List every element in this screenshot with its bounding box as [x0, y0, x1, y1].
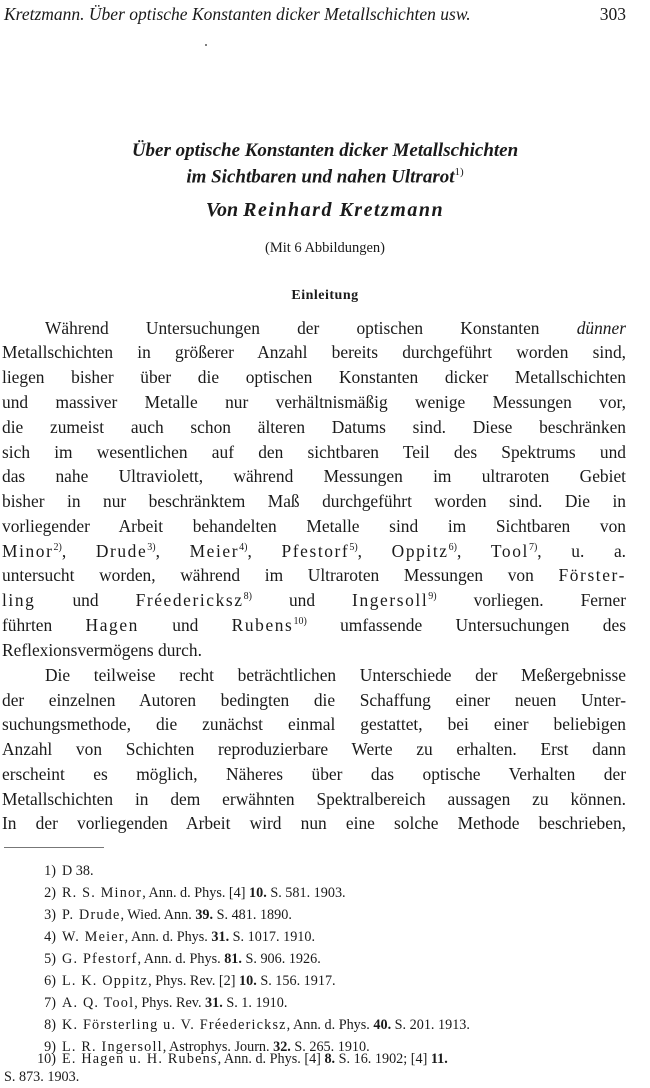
author-ref: Förster- [558, 565, 626, 585]
page-number: 303 [599, 4, 626, 24]
body-line: ling und Fréedericksz$^{8)}$ und Ingersoll$^{9)}$ vorliegen. Ferner [2, 590, 626, 610]
footnote-author: K. Försterling u. V. Fréedericksz [62, 1017, 287, 1033]
footnote-ref: 8) [243, 591, 252, 603]
author-ref: Rubens [231, 615, 294, 635]
footnote-number: 2) [44, 885, 56, 901]
footnote-continuation: S. 873. 1903. [4, 1069, 80, 1085]
body-line: die zumeist auch schon älteren Datums sind. Diese beschränken [2, 417, 626, 437]
body-line: erscheint es möglich, Näheres über das optische Verhalten der [2, 764, 626, 784]
footnote: 9) L. R. Ingersoll, Astrophys. Journ. 32. S. 265. 1910. [4, 1036, 634, 1058]
author-ref: Minor [2, 541, 54, 561]
footnote: 1) D 38. [4, 860, 634, 882]
footnote-ref: 4) [239, 542, 248, 554]
body-line: Metallschichten in dem erwähnten Spektralbereich aussagen zu können. [2, 789, 626, 809]
body-line: Reflexionsvermögens durch. [2, 640, 202, 660]
footnote-number: 5) [44, 951, 56, 967]
footnote: 7) A. Q. Tool, Phys. Rev. 31. S. 1. 1910. [4, 992, 634, 1014]
footnote-rule [4, 847, 104, 848]
body-line: der einzelnen Autoren bedingten die Schaffung einer neuen Unter- [2, 690, 626, 710]
footnote-number: 7) [44, 995, 56, 1011]
footnote: 8) K. Försterling u. V. Fréedericksz, Ann. d. Phys. 40. S. 201. 1913. [4, 1014, 634, 1036]
footnote: 4) W. Meier, Ann. d. Phys. 31. S. 1017. 1910. [4, 926, 634, 948]
footnote-author: L. R. Ingersoll [62, 1039, 163, 1055]
footnote-ref: 5) [349, 542, 358, 554]
author-name: Reinhard Kretzmann [243, 199, 445, 221]
footnote-ref: 6) [448, 542, 457, 554]
footnote-ref: 10) [293, 616, 307, 628]
footnote-author: A. Q. Tool [62, 995, 135, 1011]
body-line: Metallschichten in größerer Anzahl bereits durchgeführt worden sind, [2, 342, 626, 362]
article-title-line-1: Über optische Konstanten dicker Metallschichten [131, 140, 519, 161]
body-line: In der vorliegenden Arbeit wird nun eine solche Methode beschrieben, [2, 813, 626, 833]
author-ref: Oppitz [391, 541, 449, 561]
emphasis: dünner [576, 318, 626, 338]
byline [0, 199, 650, 222]
footnote-author: L. K. Oppitz [62, 973, 149, 989]
author-ref: Fréedericksz [135, 590, 244, 610]
body-line: Während Untersuchungen der optischen Konstanten dünner [45, 318, 626, 338]
print-speck [205, 44, 207, 46]
footnote-number: 9) [44, 1039, 56, 1055]
byline-prefix: Von [205, 199, 239, 221]
footnote-author: W. Meier [62, 929, 125, 945]
body-line: sich im wesentlichen auf den sichtbaren Teil des Spektrums und [2, 442, 626, 462]
running-title: Kretzmann. Über optische Konstanten dicker Metallschichten usw. [4, 4, 471, 24]
body-line: Die teilweise recht beträchtlichen Unterschiede der Meßergebnisse [45, 665, 626, 685]
footnote-ref: 2) [53, 542, 62, 554]
footnote-number: 8) [44, 1017, 56, 1033]
footnote-author: R. S. Minor [62, 885, 143, 901]
footnote: 6) L. K. Oppitz, Phys. Rev. [2] 10. S. 156. 1917. [4, 970, 634, 992]
article-title-line-2: im Sichtbaren und nahen Ultrarot$^{1)}$ [186, 166, 464, 188]
figure-count-note: (Mit 6 Abbildungen) [264, 240, 386, 256]
footnote-number: 4) [44, 929, 56, 945]
title-footnote-mark: 1) [454, 166, 464, 178]
body-line: Minor$^{2)}$, Drude$^{3)}$, Meier$^{4)}$, Pfestorf$^{5)}$, Oppitz$^{6)}$, Tool$^{7)}$, u. a. [2, 541, 626, 561]
footnote-number: 3) [44, 907, 56, 923]
body-line: vorliegender Arbeit behandelten Metalle sind im Sichtbaren von [2, 516, 626, 536]
running-header [4, 4, 626, 25]
footnote-author: E. Hagen u. H. Rubens [62, 1051, 218, 1067]
body-line: das nahe Ultraviolett, während Messungen im ultraroten Gebiet [2, 466, 626, 486]
author-ref: Drude [95, 541, 148, 561]
body-line: untersucht worden, während im Ultraroten Messungen von Förster- [2, 565, 626, 585]
footnote-author: G. Pfestorf [62, 951, 138, 967]
footnote-number: 6) [44, 973, 56, 989]
body-line: liegen bisher über die optischen Konstanten dicker Metallschichten [2, 367, 626, 387]
author-ref: Hagen [85, 615, 139, 635]
body-line: und massiver Metalle nur verhältnismäßig wenige Messungen vor, [2, 392, 626, 412]
footnote: 2) R. S. Minor, Ann. d. Phys. [4] 10. S. 581. 1903. [4, 882, 634, 904]
footnote-number: 1) [44, 863, 56, 879]
footnote: 5) G. Pfestorf, Ann. d. Phys. 81. S. 906. 1926. [4, 948, 634, 970]
footnote-ref: 9) [428, 591, 437, 603]
body-line: suchungsmethode, die zunächst einmal gestattet, bei einer beliebigen [2, 714, 626, 734]
footnote-author: P. Drude [62, 907, 121, 923]
footnote-ref: 7) [528, 542, 538, 554]
footnote-ref: 3) [147, 542, 156, 554]
body-line: führten Hagen und Rubens$^{10)}$ umfassende Untersuchungen des [2, 615, 626, 635]
footnote: 3) P. Drude, Wied. Ann. 39. S. 481. 1890. [4, 904, 634, 926]
section-heading: Einleitung [291, 288, 359, 303]
author-ref: Meier [189, 541, 240, 561]
body-line: bisher in nur beschränktem Maß durchgeführt worden sind. Die in [2, 491, 626, 511]
footnote: 10) E. Hagen u. H. Rubens, Ann. d. Phys. [4] 8. S. 16. 1902; [4] 11. [4, 1048, 634, 1070]
author-ref: Tool [490, 541, 529, 561]
body-line: Anzahl von Schichten reproduzierbare Werte zu erhalten. Erst dann [2, 739, 626, 759]
footnote-number: 10) [37, 1051, 56, 1067]
author-ref: Pfestorf [281, 541, 350, 561]
author-ref: Ingersoll [352, 590, 429, 610]
